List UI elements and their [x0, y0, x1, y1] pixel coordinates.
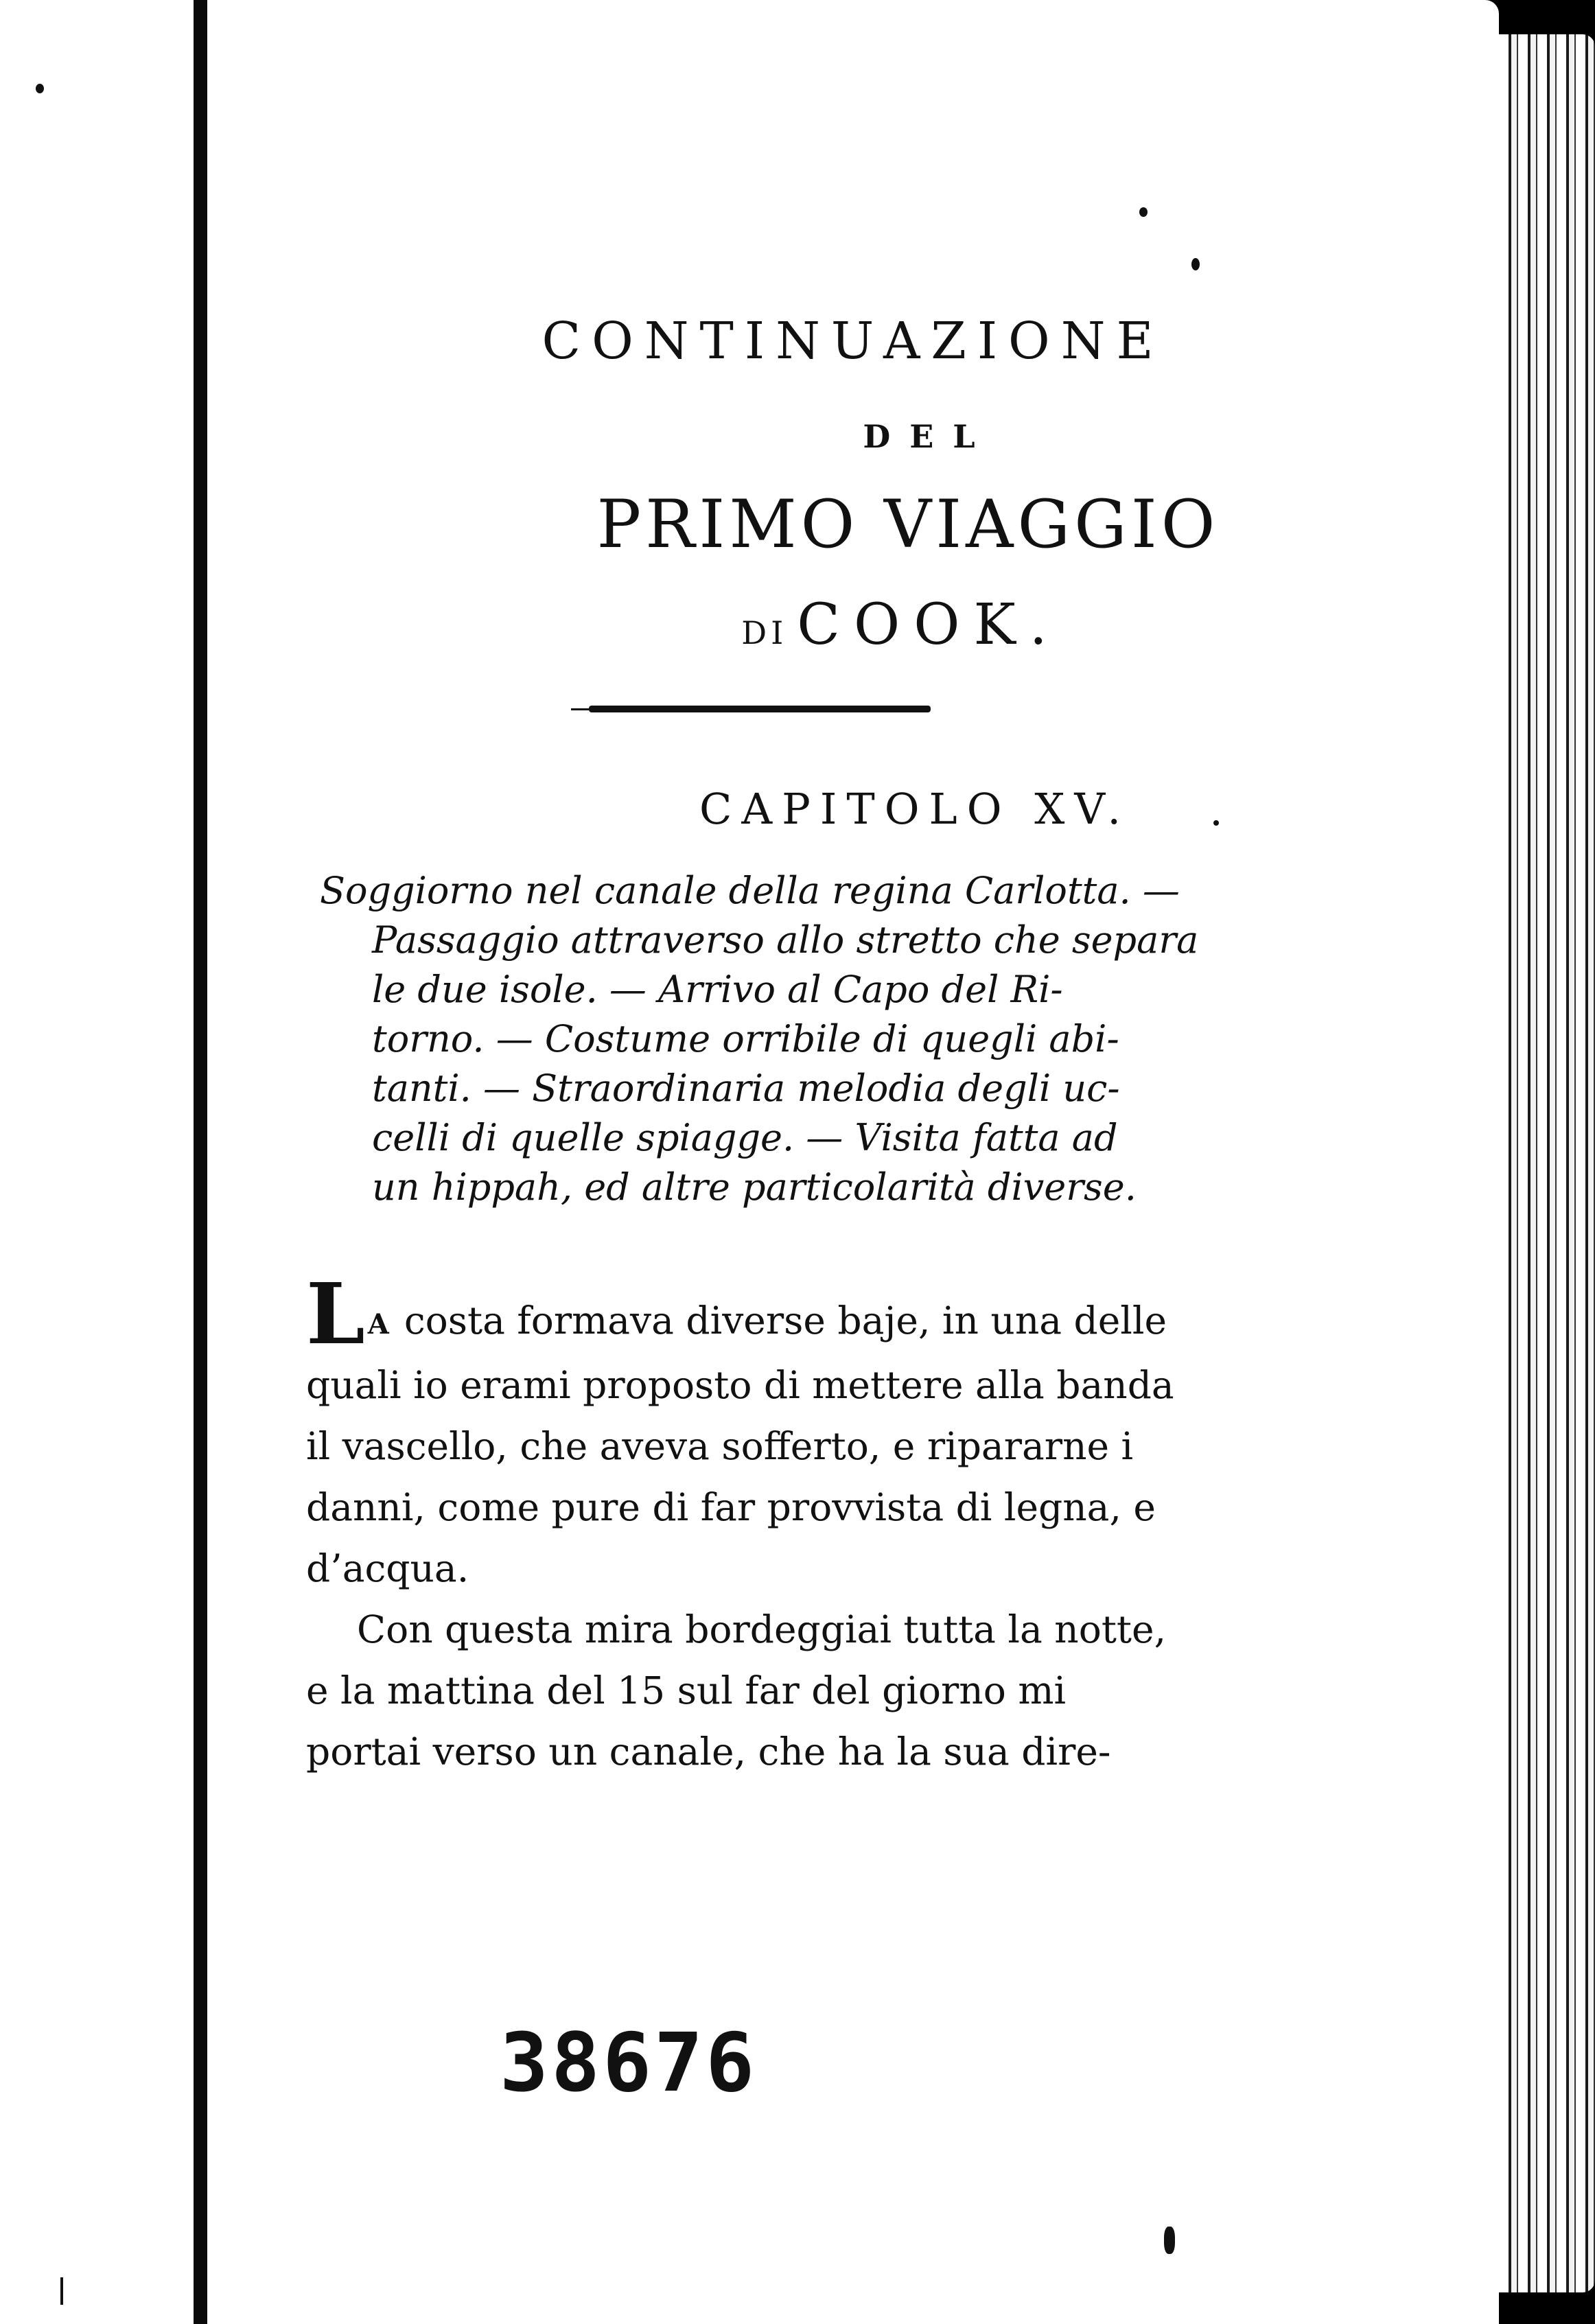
title-line-di-cook — [207, 592, 1547, 658]
title-line-primo-viaggio: PRIMO VIAGGIO — [596, 486, 1220, 563]
body-line: danni, come pure di far provvista di legna, e — [306, 1485, 1156, 1529]
chapter-summary — [320, 866, 1200, 1212]
page-block-edge — [1499, 34, 1595, 2292]
summary-line: Passaggio attraverso allo stretto che separa — [372, 918, 1199, 962]
ink-mark — [60, 2277, 63, 2305]
library-stamp-number: 38676 — [500, 2015, 758, 2110]
ink-speck — [1139, 207, 1148, 217]
drop-cap: L — [306, 1264, 365, 1363]
summary-line: tanti. — Straordinaria melodia degli uc- — [372, 1067, 1120, 1110]
previous-page-edge — [0, 0, 194, 2324]
chapter-heading: CAPITOLO XV. — [699, 784, 1131, 834]
body-line: costa formava diverse baje, in una delle — [404, 1299, 1167, 1343]
body-line: d’acqua. — [306, 1546, 469, 1590]
summary-line: celli di quelle spiagge. — Visita fatta ad — [372, 1116, 1118, 1159]
body-first-line — [306, 1264, 1202, 1363]
ink-dot — [36, 84, 44, 93]
ink-speck — [1164, 2227, 1175, 2254]
body-line: quali io erami proposto di mettere alla banda — [306, 1363, 1174, 1407]
summary-line: torno. — Costume orribile di quegli abi- — [372, 1017, 1119, 1060]
title-rule — [589, 706, 931, 712]
summary-line: le due isole. — Arrivo al Capo del Ri- — [372, 968, 1063, 1011]
body-line: Con questa mira bordeggiai tutta la notte, — [357, 1607, 1167, 1651]
body-line: il vascello, che aveva sofferto, e ripararne i — [306, 1424, 1134, 1468]
title-line-continuazione: CONTINUAZIONE — [542, 312, 1165, 371]
body-text — [306, 1264, 1202, 1782]
summary-line: Soggiorno nel canale della regina Carlotta. — — [320, 869, 1180, 912]
body-line: e la mattina del 15 sul far del giorno mi — [306, 1669, 1067, 1712]
body-line: portai verso un canale, che ha la sua dire- — [306, 1730, 1111, 1774]
ink-speck — [1191, 258, 1200, 270]
title-cook: COOK. — [797, 592, 1061, 658]
summary-line: un hippah, ed altre particolarità diverse. — [372, 1165, 1137, 1209]
book-gutter — [194, 0, 207, 2324]
title-di: DI — [741, 614, 788, 651]
small-cap: A — [367, 1308, 389, 1340]
title-line-del: DEL — [863, 418, 994, 455]
